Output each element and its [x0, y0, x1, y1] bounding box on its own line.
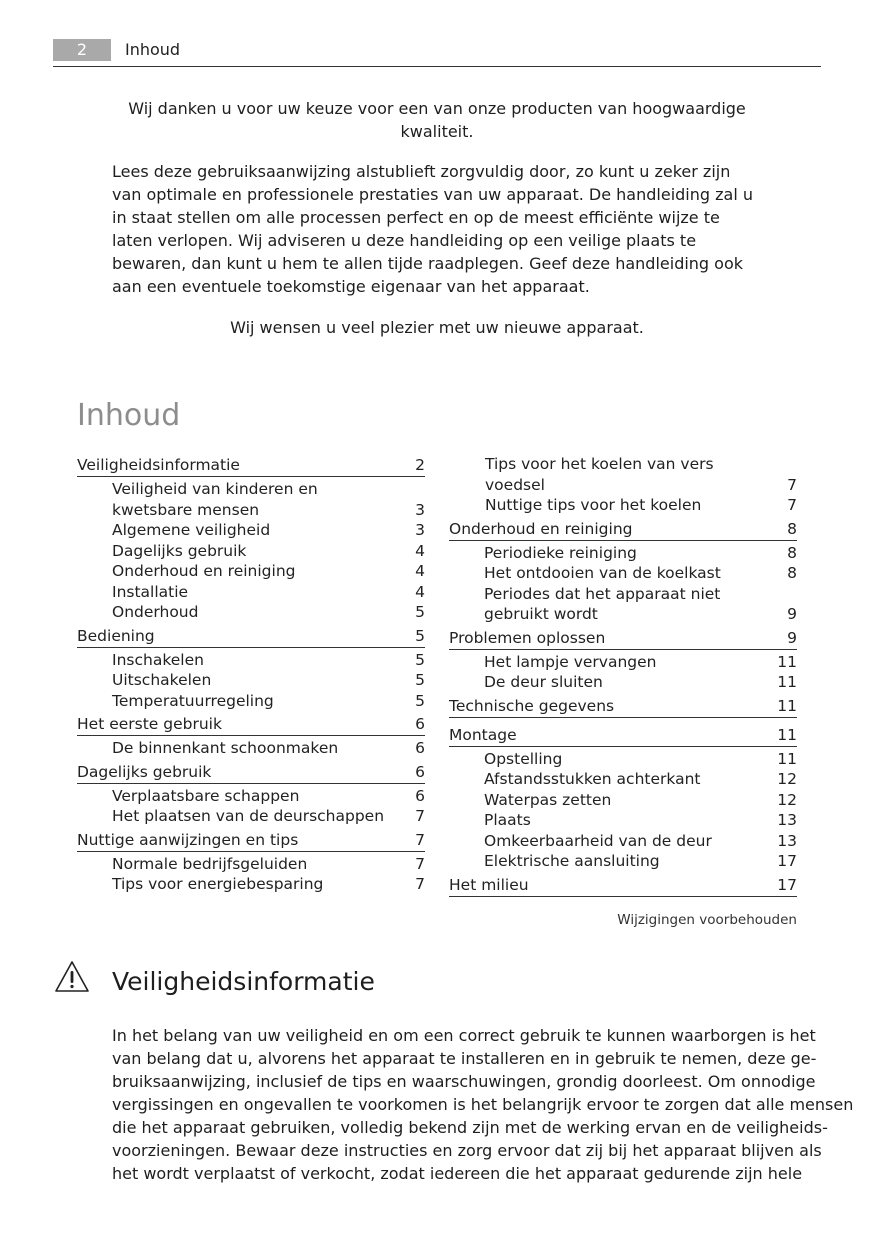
safety-body-text	[112, 1024, 854, 1185]
toc-subentry[interactable]	[77, 479, 425, 520]
toc-section-page: 9	[787, 628, 797, 647]
toc-subentry-page: 4	[415, 541, 425, 560]
toc-subentry-page: 7	[787, 475, 797, 494]
toc-subentry-label: Uitschakelen	[112, 671, 212, 689]
toc-subentry-page: 5	[415, 671, 425, 689]
toc-subentry-label: Omkeerbaarheid van de deur	[484, 831, 712, 850]
toc-section-page: 6	[415, 715, 425, 733]
header-title: Inhoud	[125, 40, 181, 59]
toc-section-label: Nuttige aanwijzingen en tips	[77, 830, 299, 849]
toc-section-entry[interactable]	[77, 625, 425, 648]
footer-note: Wijzigingen voorbehouden	[617, 912, 797, 928]
intro-read: Lees deze gebruiksaanwijzing alstublieft zorgvuldig door, zo kunt u zeker zijn van optimale en professionele prestaties van uw apparaat. De handleiding zal u in staat stellen om alle processen perfect en op de meest efficiënte wijze te laten verlopen. Wij adviseren u deze handleiding op een veilige plaats te bewaren, dan kunt u hem te allen tijde raadplegen. Geef deze handleiding ook aan een eventuele toekomstige eigenaar van het apparaat.	[112, 162, 753, 296]
toc-subentry[interactable]	[449, 810, 797, 831]
toc-subentry-label: Nuttige tips voor het koelen	[485, 496, 702, 514]
toc-subentry-page: 13	[777, 811, 797, 829]
toc-subentries	[77, 477, 425, 625]
toc-section-label: Onderhoud en reiniging	[449, 519, 633, 538]
toc-title: Inhoud	[77, 398, 181, 433]
toc-subentry-label: Tips voor energiebesparing	[112, 875, 324, 893]
toc-subentry-page: 7	[415, 854, 425, 873]
toc-section-label: Problemen oplossen	[449, 628, 606, 647]
toc-section-label: Het eerste gebruik	[77, 715, 222, 733]
toc-subentry[interactable]	[449, 454, 797, 495]
toc-section-entry[interactable]	[77, 829, 425, 852]
toc-subentry-label: Veiligheid van kinderen en kwetsbare mensen	[112, 480, 318, 519]
toc-subentry-page: 17	[777, 852, 797, 870]
toc-section-label: Dagelijks gebruik	[77, 762, 212, 781]
toc-subentry[interactable]	[449, 652, 797, 673]
body-line: het wordt verplaatst of verkocht, zodat iedereen die het apparaat gedurende zijn hele	[112, 1164, 803, 1183]
toc-left-column	[77, 454, 425, 897]
toc-section-entry[interactable]	[77, 761, 425, 784]
toc-section-entry[interactable]	[449, 874, 797, 897]
toc-subentry[interactable]	[77, 854, 425, 875]
toc-section-label: Technische gegevens	[449, 696, 615, 715]
toc-subentry[interactable]	[449, 495, 797, 516]
toc-section-entry[interactable]	[449, 724, 797, 747]
toc-subentry-label: Periodieke reiniging	[484, 543, 637, 562]
toc-subentry-label: Onderhoud en reiniging	[112, 562, 296, 580]
toc-subentry-label: De binnenkant schoonmaken	[112, 739, 339, 757]
toc-subentry-label: Onderhoud	[112, 603, 199, 621]
toc-subentry-label: Algemene veiligheid	[112, 521, 271, 539]
toc-subentry-page: 5	[415, 650, 425, 669]
toc-subentry-page: 11	[777, 652, 797, 671]
toc-subentries	[77, 852, 425, 897]
toc-subentry-label: Waterpas zetten	[484, 790, 612, 809]
toc-subentry-label: Inschakelen	[112, 650, 204, 669]
toc-subentry[interactable]	[77, 520, 425, 541]
toc-subentry-page: 3	[415, 521, 425, 539]
toc-subentry-label: De deur sluiten	[484, 673, 603, 691]
toc-subentry-page: 9	[787, 605, 797, 623]
page-number: 2	[53, 39, 111, 61]
toc-subentry-page: 5	[415, 603, 425, 621]
toc-subentry[interactable]	[449, 672, 797, 693]
body-line: voorzieningen. Bewaar deze instructies en zorg ervoor dat zij bij het apparaat blijven als	[112, 1141, 822, 1160]
toc-subentry[interactable]	[77, 738, 425, 759]
toc-subentry-label: Tips voor het koelen van vers voedsel	[485, 455, 714, 494]
toc-subentry[interactable]	[77, 806, 425, 827]
toc-section-page: 7	[415, 830, 425, 849]
toc-section-label: Het milieu	[449, 875, 529, 894]
toc-section-page: 2	[415, 456, 425, 474]
toc-subentry-label: Opstelling	[484, 749, 563, 768]
toc-subentry-page: 7	[415, 807, 425, 825]
toc-subentry-page: 6	[415, 786, 425, 805]
toc-subentry-label: Elektrische aansluiting	[484, 852, 660, 870]
toc-section-page: 5	[415, 626, 425, 645]
toc-subentry-label: Temperatuurregeling	[112, 691, 274, 710]
toc-subentry[interactable]	[77, 670, 425, 691]
toc-subentry-page: 8	[787, 543, 797, 562]
toc-subentry[interactable]	[449, 851, 797, 872]
toc-subentry[interactable]	[449, 749, 797, 770]
body-line: vergissingen en ongevallen te voorkomen is het belangrijk ervoor te zorgen dat alle mensen	[112, 1095, 854, 1114]
toc-subentries-continued	[449, 454, 797, 518]
toc-subentry[interactable]	[449, 543, 797, 564]
toc-subentry-page: 12	[777, 770, 797, 788]
toc-subentry-label: Normale bedrijfsgeluiden	[112, 854, 308, 873]
toc-subentry-page: 12	[777, 790, 797, 809]
toc-section-page: 6	[415, 762, 425, 781]
toc-subentry[interactable]	[77, 874, 425, 895]
toc-subentry[interactable]	[449, 831, 797, 852]
toc-section-entry[interactable]	[449, 627, 797, 650]
body-line: die het apparaat gebruiken, volledig bekend zijn met de werking ervan en de veiligheids-	[112, 1118, 828, 1137]
toc-subentry-label: Verplaatsbare schappen	[112, 786, 300, 805]
toc-section-entry[interactable]	[449, 695, 797, 718]
toc-section-entry[interactable]	[77, 454, 425, 477]
toc-subentry[interactable]	[449, 790, 797, 811]
toc-section-label: Veiligheidsinformatie	[77, 456, 240, 474]
toc-section-label: Montage	[449, 725, 517, 744]
toc-subentry[interactable]	[449, 584, 797, 625]
toc-section-page: 11	[777, 725, 797, 744]
body-line: In het belang van uw veiligheid en om een correct gebruik te kunnen waarborgen is het	[112, 1026, 816, 1045]
toc-section-label: Bediening	[77, 626, 155, 645]
toc-subentry[interactable]	[77, 541, 425, 562]
toc-subentries	[449, 897, 797, 903]
toc-subentry-page: 4	[415, 582, 425, 601]
toc-subentries	[449, 541, 797, 627]
warning-triangle-icon	[54, 960, 90, 994]
toc-subentry-page: 5	[415, 691, 425, 710]
toc-subentry[interactable]	[77, 786, 425, 807]
page-header	[53, 37, 821, 67]
toc-section-entry[interactable]	[77, 713, 425, 736]
toc-subentries	[77, 648, 425, 714]
toc-subentries	[77, 736, 425, 761]
toc-subentries	[77, 784, 425, 829]
toc-subentry-label: Het lampje vervangen	[484, 652, 657, 671]
toc-subentry-label: Dagelijks gebruik	[112, 541, 247, 560]
toc-subentry[interactable]	[77, 561, 425, 582]
toc-subentries	[449, 650, 797, 695]
toc-subentry-label: Installatie	[112, 582, 189, 601]
body-line: van belang dat u, alvorens het apparaat te installeren en in gebruik te nemen, deze ge-	[112, 1049, 817, 1068]
toc-subentry-page: 11	[777, 749, 797, 768]
toc-subentry[interactable]	[449, 769, 797, 790]
toc-subentry-label: Plaats	[484, 811, 531, 829]
toc-section-page: 8	[787, 519, 797, 538]
toc-subentry-label: Het ontdooien van de koelkast	[484, 564, 721, 582]
toc-subentry[interactable]	[449, 563, 797, 584]
intro-thanks: Wij danken u voor uw keuze voor een van onze producten van hoogwaardige kwaliteit.	[128, 99, 746, 141]
toc-subentry-page: 13	[777, 831, 797, 850]
toc-subentries	[449, 747, 797, 874]
toc-subentry-label: Periodes dat het apparaat niet gebruikt wordt	[484, 584, 721, 623]
toc-section-entry[interactable]	[449, 518, 797, 541]
toc-subentry-label: Afstandsstukken achterkant	[484, 770, 701, 788]
toc-subentry-page: 7	[415, 875, 425, 893]
toc-subentry[interactable]	[77, 602, 425, 623]
toc-section-page: 17	[777, 875, 797, 894]
toc-subentry-page: 7	[787, 496, 797, 514]
toc-right-column	[449, 454, 797, 903]
toc-subentry[interactable]	[77, 582, 425, 603]
section-heading: Veiligheidsinformatie	[112, 967, 375, 996]
toc-subentry-page: 3	[415, 500, 425, 519]
toc-subentry[interactable]	[77, 691, 425, 712]
toc-subentry-page: 8	[787, 564, 797, 582]
toc-subentry-page: 4	[415, 562, 425, 580]
body-line: bruiksaanwijzing, inclusief de tips en waarschuwingen, grondig doorleest. Om onnodige	[112, 1072, 816, 1091]
toc-subentry-page: 11	[777, 673, 797, 691]
toc-subentry-label: Het plaatsen van de deurschappen	[112, 807, 385, 825]
toc-section-page: 11	[777, 696, 797, 715]
toc-subentry[interactable]	[77, 650, 425, 671]
toc-subentry-page: 6	[415, 739, 425, 757]
intro-wish: Wij wensen u veel plezier met uw nieuwe apparaat.	[230, 318, 644, 337]
